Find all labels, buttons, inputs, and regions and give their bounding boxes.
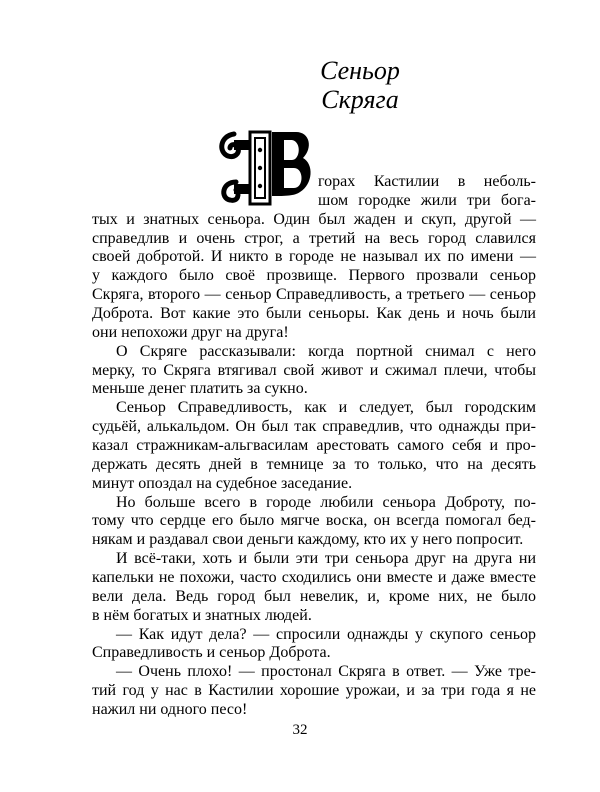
text-line: тых и знатных сеньора. Один был жаден и скуп, другой — bbox=[92, 211, 536, 228]
text-line: тому что сердце его было мягче воска, он всегда помогал бед- bbox=[92, 512, 536, 529]
text-line: нажил ни одного песо! bbox=[92, 701, 248, 718]
text-line: — Как идут дела? — спросили однажды у скупого сеньор bbox=[116, 626, 536, 643]
text-line: Сеньор Справедливость, как и следует, был городским bbox=[116, 399, 536, 416]
text-line: шом городке жили три бога- bbox=[318, 192, 536, 209]
text-line: у каждого было своё прозвище. Первого прозвали сеньор bbox=[92, 267, 536, 284]
text-line: Скряга, второго — сеньор Справедливость, а третьего — сеньор bbox=[92, 286, 536, 303]
ornamental-dropcap bbox=[214, 126, 314, 208]
text-line: И всё-таки, хоть и были эти три сеньора друг на друга ни bbox=[116, 550, 536, 567]
text-line: горах Кастилии в неболь- bbox=[318, 173, 536, 190]
text-line: меньше денег платить за сукно. bbox=[92, 380, 308, 397]
text-line: казал стражникам-альгвасилам арестовать самого себя и про- bbox=[92, 437, 536, 454]
chapter-title-line-2: Скряга bbox=[321, 85, 399, 114]
text-line: някам и раздавал свои деньги каждому, кто их у него попросит. bbox=[92, 531, 524, 548]
text-line: мерку, то Скряга втягивал свой живот и сжимал плечи, чтобы bbox=[92, 362, 536, 379]
text-line: держать десять дней в темнице за то только, что на десять bbox=[92, 456, 536, 473]
text-line: минут опоздал на судебное заседание. bbox=[92, 475, 353, 492]
chapter-title bbox=[300, 56, 420, 114]
chapter-title-line-1: Сеньор bbox=[320, 56, 400, 85]
text-line: Но больше всего в городе любили сеньора Доброту, по- bbox=[116, 494, 536, 511]
text-line: Справедливость и сеньор Доброта. bbox=[92, 644, 331, 661]
text-line: О Скряге рассказывали: когда портной снимал с него bbox=[116, 343, 536, 360]
text-line: — Очень плохо! — простонал Скряга в ответ. — Уже тре- bbox=[116, 663, 536, 680]
text-line: капельки не похожи, часто сходились они вместе и даже вместе bbox=[92, 569, 536, 586]
text-line: в нём богатых и знатных людей. bbox=[92, 607, 312, 624]
page-number: 32 bbox=[292, 722, 308, 738]
text-line: они непохожи друг на друга! bbox=[92, 324, 289, 341]
text-line: судьёй, алькальдом. Он был так справедлив, что однажды при- bbox=[92, 418, 536, 435]
dropcap-hinge-icon bbox=[222, 132, 270, 204]
text-line: своей добротой. И никто в городе не называл их по имени — bbox=[92, 248, 536, 265]
dropcap-letter-v bbox=[272, 132, 311, 196]
text-line: справедлив и очень строг, а третий на весь город славился bbox=[92, 230, 536, 247]
text-line: тий год у нас в Кастилии хорошие урожаи, и за три года я не bbox=[92, 682, 536, 699]
text-line: вели дела. Ведь город был невелик, и, кроме них, не было bbox=[92, 588, 536, 605]
text-line: Доброта. Вот какие это были сеньоры. Как день и ночь были bbox=[92, 305, 536, 322]
